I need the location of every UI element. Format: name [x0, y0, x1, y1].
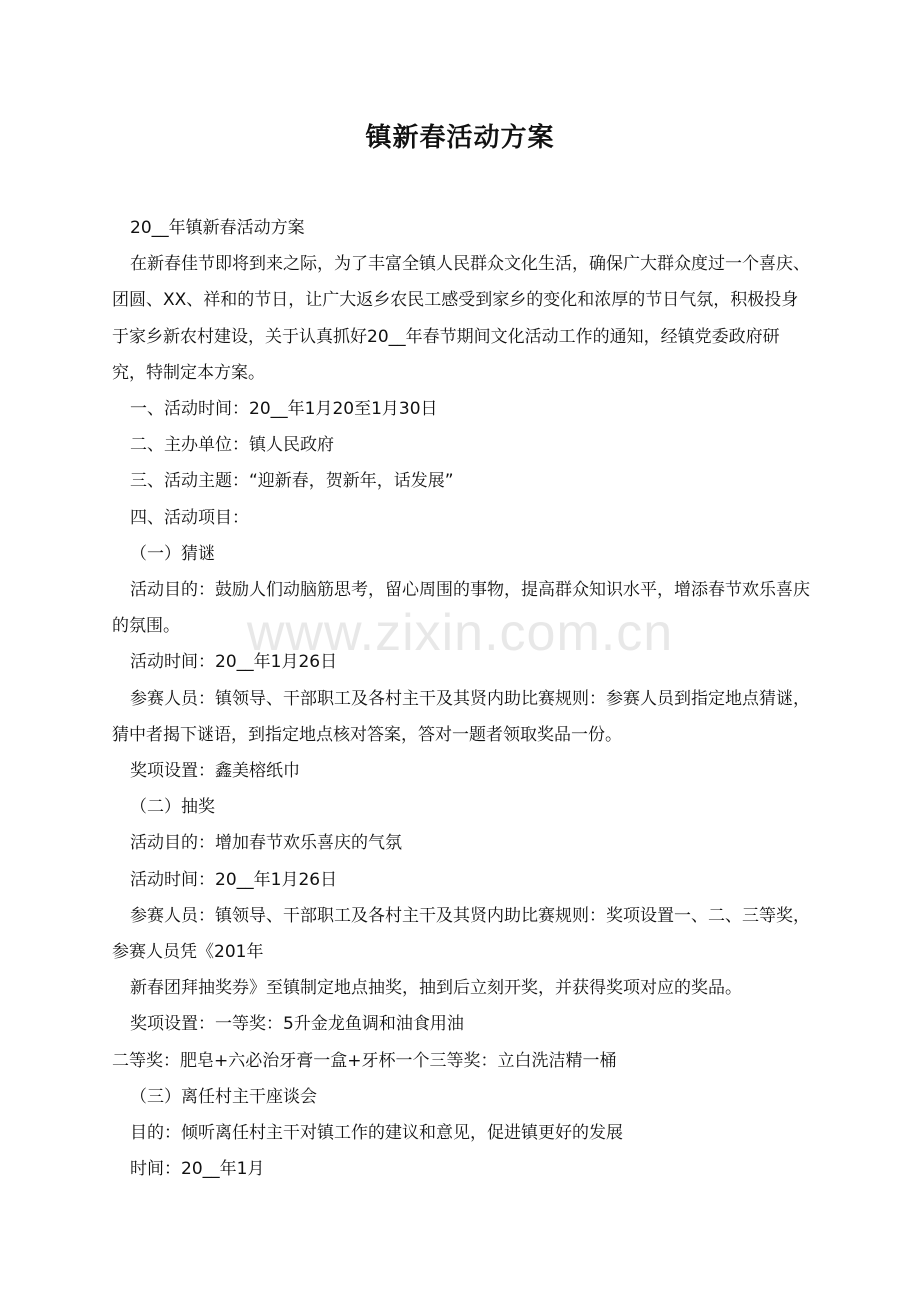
paragraph-forum-purpose: 目的：倾听离任村主干对镇工作的建议和意见，促进镇更好的发展	[130, 1123, 623, 1144]
document-body	[112, 210, 812, 1187]
paragraph-riddle-heading: （一）猜谜	[130, 543, 215, 564]
watermark: www.zixin.com.cn	[246, 604, 674, 662]
paragraph-organizer: 二、主办单位：镇人民政府	[130, 435, 334, 456]
paragraph-riddle-participants: 参赛人员：镇领导、干部职工及各村主干及其贤内助比赛规则：参赛人员到指定地点猜谜，猜中者揭下谜语，到指定地点核对答案，答对一题者领取奖品一份。	[112, 688, 810, 745]
paragraph-lottery-ticket: 新春团拜抽奖券》至镇制定地点抽奖，抽到后立刻开奖，并获得奖项对应的奖品。	[130, 978, 742, 999]
paragraph-activity-time: 一、活动时间：20__年1月20至1月30日	[130, 399, 438, 420]
paragraph-riddle-time: 活动时间：20__年1月26日	[130, 652, 338, 673]
paragraph-riddle-purpose: 活动目的：鼓励人们动脑筋思考，留心周围的事物，提高群众知识水平，增添春节欢乐喜庆的氛围。	[112, 580, 810, 637]
document-title: 镇新春活动方案	[365, 123, 555, 153]
paragraph-items-heading: 四、活动项目：	[130, 507, 249, 528]
paragraph-theme: 三、活动主题：“迎新春，贺新年，话发展”	[130, 471, 454, 492]
paragraph-heading: 20__年镇新春活动方案	[130, 218, 305, 238]
paragraph-forum-time: 时间：20__年1月	[130, 1159, 265, 1180]
paragraph-lottery-time: 活动时间：20__年1月26日	[130, 869, 338, 890]
paragraph-forum-heading: （三）离任村主干座谈会	[130, 1086, 317, 1107]
paragraph-lottery-first-prize: 奖项设置：一等奖：5升金龙鱼调和油食用油	[130, 1014, 464, 1035]
paragraph-riddle-prize: 奖项设置：鑫美榕纸巾	[130, 761, 300, 782]
paragraph-lottery-purpose: 活动目的：增加春节欢乐喜庆的气氛	[130, 833, 402, 854]
paragraph-intro: 在新春佳节即将到来之际，为了丰富全镇人民群众文化生活，确保广大群众度过一个喜庆、团圆、XX、祥和的节日，让广大返乡农民工感受到家乡的变化和浓厚的节日气氛，积极投身于家乡新农村建设，关于认真抓好20__年春节期间文化活动工作的通知，经镇党委政府研究，特制定本方案。	[112, 254, 810, 383]
paragraph-lottery-participants: 参赛人员：镇领导、干部职工及各村主干及其贤内助比赛规则：奖项设置一、二、三等奖，参赛人员凭《201年	[112, 905, 810, 963]
paragraph-lottery-heading: （二）抽奖	[130, 797, 215, 818]
paragraph-lottery-other-prizes: 二等奖：肥皂+六必治牙膏一盒+牙杯一个三等奖：立白洗洁精一桶	[112, 1050, 617, 1071]
